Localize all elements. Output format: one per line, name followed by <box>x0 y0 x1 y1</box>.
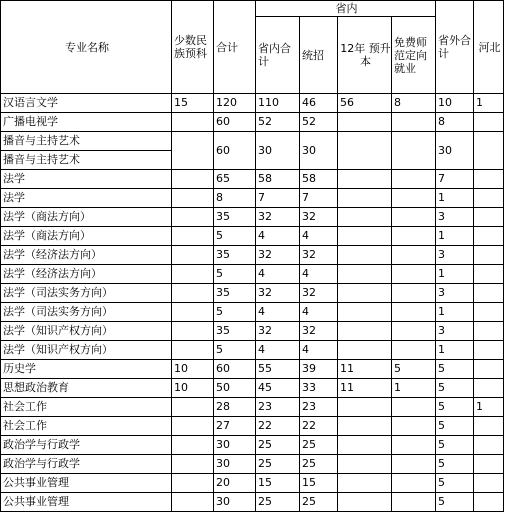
cell-major: 历史学 <box>1 360 172 379</box>
cell-free-teacher <box>392 436 436 455</box>
cell-hebei <box>474 189 504 208</box>
cell-upgrade <box>338 170 392 189</box>
cell-free-teacher: 5 <box>392 360 436 379</box>
cell-upgrade <box>338 474 392 493</box>
cell-minority <box>172 493 214 512</box>
cell-total: 50 <box>214 379 256 398</box>
cell-major: 法学（知识产权方向） <box>1 322 172 341</box>
cell-major: 法学（商法方向） <box>1 208 172 227</box>
table-row <box>1 189 504 208</box>
cell-minority <box>172 436 214 455</box>
cell-total: 60 <box>214 113 256 132</box>
table-row <box>1 493 504 512</box>
table-row <box>1 113 504 132</box>
cell-major: 法学（经济法方向） <box>1 246 172 265</box>
cell-upgrade <box>338 227 392 246</box>
cell-hebei <box>474 379 504 398</box>
header-out-total: 省外合计 <box>436 1 474 94</box>
cell-upgrade <box>338 189 392 208</box>
header-upgrade: 12年 预升本 <box>338 17 392 94</box>
cell-upgrade <box>338 113 392 132</box>
cell-major: 法学 <box>1 189 172 208</box>
cell-out-total: 5 <box>436 398 474 417</box>
cell-out-total: 30 <box>436 132 474 170</box>
cell-major: 广播电视学 <box>1 113 172 132</box>
cell-free-teacher <box>392 246 436 265</box>
cell-hebei <box>474 341 504 360</box>
cell-total: 8 <box>214 189 256 208</box>
cell-out-total: 1 <box>436 227 474 246</box>
cell-total: 5 <box>214 303 256 322</box>
cell-upgrade: 56 <box>338 94 392 113</box>
cell-in-total: 25 <box>256 436 300 455</box>
cell-free-teacher <box>392 398 436 417</box>
table-row <box>1 379 504 398</box>
table-row <box>1 360 504 379</box>
cell-hebei <box>474 322 504 341</box>
cell-minority <box>172 246 214 265</box>
cell-free-teacher <box>392 132 436 170</box>
cell-free-teacher <box>392 341 436 360</box>
cell-out-total: 1 <box>436 303 474 322</box>
cell-upgrade <box>338 436 392 455</box>
cell-free-teacher <box>392 417 436 436</box>
header-hebei: 河北 <box>474 1 504 94</box>
cell-in-total: 4 <box>256 227 300 246</box>
table-row <box>1 227 504 246</box>
cell-out-total: 3 <box>436 208 474 227</box>
cell-out-total: 5 <box>436 379 474 398</box>
cell-out-total: 5 <box>436 455 474 474</box>
cell-major: 社会工作 <box>1 398 172 417</box>
cell-hebei: 1 <box>474 94 504 113</box>
cell-unified: 7 <box>300 189 338 208</box>
cell-hebei: 1 <box>474 398 504 417</box>
cell-free-teacher: 8 <box>392 94 436 113</box>
cell-unified: 15 <box>300 474 338 493</box>
cell-unified: 52 <box>300 113 338 132</box>
cell-total: 120 <box>214 94 256 113</box>
cell-unified: 4 <box>300 227 338 246</box>
table-row <box>1 417 504 436</box>
cell-unified: 25 <box>300 493 338 512</box>
cell-in-total: 7 <box>256 189 300 208</box>
cell-upgrade <box>338 132 392 170</box>
cell-in-total: 52 <box>256 113 300 132</box>
cell-minority <box>172 113 214 132</box>
cell-hebei <box>474 246 504 265</box>
cell-minority <box>172 303 214 322</box>
cell-free-teacher <box>392 170 436 189</box>
cell-minority <box>172 474 214 493</box>
cell-upgrade <box>338 493 392 512</box>
table-row <box>1 246 504 265</box>
cell-unified: 32 <box>300 284 338 303</box>
cell-total: 30 <box>214 455 256 474</box>
cell-in-total: 45 <box>256 379 300 398</box>
cell-hebei <box>474 417 504 436</box>
cell-minority <box>172 170 214 189</box>
cell-out-total: 5 <box>436 360 474 379</box>
cell-hebei <box>474 284 504 303</box>
cell-major: 法学（司法实务方向） <box>1 284 172 303</box>
cell-minority <box>172 398 214 417</box>
cell-out-total: 5 <box>436 436 474 455</box>
header-total: 合计 <box>214 1 256 94</box>
cell-upgrade <box>338 341 392 360</box>
cell-in-total: 22 <box>256 417 300 436</box>
cell-out-total: 1 <box>436 265 474 284</box>
cell-total: 60 <box>214 360 256 379</box>
cell-out-total: 10 <box>436 94 474 113</box>
cell-hebei <box>474 170 504 189</box>
table-row <box>1 284 504 303</box>
header-minority: 少数民族预科 <box>172 1 214 94</box>
cell-unified: 32 <box>300 246 338 265</box>
cell-in-total: 23 <box>256 398 300 417</box>
cell-free-teacher <box>392 455 436 474</box>
cell-minority <box>172 341 214 360</box>
cell-in-total: 4 <box>256 341 300 360</box>
cell-major: 社会工作 <box>1 417 172 436</box>
cell-total: 5 <box>214 265 256 284</box>
cell-upgrade <box>338 208 392 227</box>
cell-in-total: 32 <box>256 208 300 227</box>
cell-hebei <box>474 208 504 227</box>
cell-in-total: 4 <box>256 265 300 284</box>
cell-hebei <box>474 474 504 493</box>
cell-major: 播音与主持艺术 <box>1 132 172 151</box>
cell-unified: 58 <box>300 170 338 189</box>
cell-minority: 10 <box>172 360 214 379</box>
header-in-province: 省内 <box>256 1 436 17</box>
cell-upgrade <box>338 284 392 303</box>
cell-unified: 25 <box>300 455 338 474</box>
cell-total: 35 <box>214 322 256 341</box>
cell-minority <box>172 455 214 474</box>
cell-unified: 25 <box>300 436 338 455</box>
table-row <box>1 436 504 455</box>
cell-hebei <box>474 303 504 322</box>
cell-hebei <box>474 265 504 284</box>
cell-free-teacher: 1 <box>392 379 436 398</box>
cell-hebei <box>474 113 504 132</box>
cell-minority: 10 <box>172 379 214 398</box>
cell-unified: 4 <box>300 341 338 360</box>
cell-in-total: 55 <box>256 360 300 379</box>
cell-out-total: 5 <box>436 474 474 493</box>
cell-free-teacher <box>392 284 436 303</box>
cell-in-total: 30 <box>256 132 300 170</box>
cell-major: 思想政治教育 <box>1 379 172 398</box>
cell-hebei <box>474 436 504 455</box>
table-row <box>1 398 504 417</box>
cell-hebei <box>474 360 504 379</box>
cell-hebei <box>474 455 504 474</box>
cell-out-total: 1 <box>436 341 474 360</box>
cell-in-total: 32 <box>256 284 300 303</box>
header-in-total: 省内合计 <box>256 17 300 94</box>
cell-total: 35 <box>214 284 256 303</box>
table-row <box>1 132 504 151</box>
cell-unified: 4 <box>300 265 338 284</box>
cell-total: 60 <box>214 132 256 170</box>
cell-unified: 32 <box>300 322 338 341</box>
cell-total: 20 <box>214 474 256 493</box>
cell-in-total: 32 <box>256 246 300 265</box>
cell-hebei <box>474 227 504 246</box>
cell-total: 5 <box>214 227 256 246</box>
cell-out-total: 5 <box>436 493 474 512</box>
cell-unified: 46 <box>300 94 338 113</box>
cell-minority <box>172 417 214 436</box>
cell-minority <box>172 227 214 246</box>
cell-unified: 33 <box>300 379 338 398</box>
table-row <box>1 455 504 474</box>
cell-in-total: 110 <box>256 94 300 113</box>
cell-minority: 15 <box>172 94 214 113</box>
cell-major: 公共事业管理 <box>1 493 172 512</box>
table-row <box>1 303 504 322</box>
cell-major: 政治学与行政学 <box>1 455 172 474</box>
cell-major: 法学（经济法方向） <box>1 265 172 284</box>
table-row <box>1 170 504 189</box>
cell-major: 法学 <box>1 170 172 189</box>
cell-total: 65 <box>214 170 256 189</box>
cell-out-total: 1 <box>436 189 474 208</box>
cell-minority <box>172 265 214 284</box>
table-row <box>1 265 504 284</box>
cell-out-total: 3 <box>436 284 474 303</box>
cell-upgrade <box>338 322 392 341</box>
table-row <box>1 341 504 360</box>
cell-free-teacher <box>392 113 436 132</box>
cell-total: 30 <box>214 436 256 455</box>
cell-upgrade <box>338 303 392 322</box>
cell-total: 27 <box>214 417 256 436</box>
cell-upgrade <box>338 398 392 417</box>
cell-minority <box>172 322 214 341</box>
cell-minority <box>172 284 214 303</box>
header-row-top <box>1 1 504 17</box>
cell-total: 5 <box>214 341 256 360</box>
cell-in-total: 15 <box>256 474 300 493</box>
cell-free-teacher <box>392 474 436 493</box>
cell-unified: 30 <box>300 132 338 170</box>
cell-hebei <box>474 493 504 512</box>
cell-free-teacher <box>392 493 436 512</box>
cell-free-teacher <box>392 265 436 284</box>
cell-in-total: 32 <box>256 322 300 341</box>
cell-unified: 4 <box>300 303 338 322</box>
table-row <box>1 94 504 113</box>
cell-hebei <box>474 132 504 170</box>
cell-free-teacher <box>392 322 436 341</box>
cell-total: 35 <box>214 208 256 227</box>
cell-major: 汉语言文学 <box>1 94 172 113</box>
cell-free-teacher <box>392 303 436 322</box>
cell-upgrade <box>338 455 392 474</box>
header-free-teacher: 免费师范定向就业 <box>392 17 436 94</box>
cell-major: 法学（商法方向） <box>1 227 172 246</box>
cell-minority <box>172 132 214 170</box>
cell-free-teacher <box>392 189 436 208</box>
cell-free-teacher <box>392 208 436 227</box>
cell-major: 法学（司法实务方向） <box>1 303 172 322</box>
cell-out-total: 7 <box>436 170 474 189</box>
cell-minority <box>172 189 214 208</box>
cell-upgrade <box>338 246 392 265</box>
cell-out-total: 3 <box>436 322 474 341</box>
cell-unified: 23 <box>300 398 338 417</box>
cell-free-teacher <box>392 227 436 246</box>
cell-major: 法学（知识产权方向） <box>1 341 172 360</box>
cell-in-total: 25 <box>256 455 300 474</box>
cell-unified: 39 <box>300 360 338 379</box>
cell-out-total: 8 <box>436 113 474 132</box>
cell-total: 28 <box>214 398 256 417</box>
cell-major: 播音与主持艺术 <box>1 151 172 170</box>
cell-upgrade: 11 <box>338 379 392 398</box>
cell-in-total: 58 <box>256 170 300 189</box>
table-row <box>1 208 504 227</box>
cell-upgrade: 11 <box>338 360 392 379</box>
table-row <box>1 322 504 341</box>
cell-unified: 32 <box>300 208 338 227</box>
cell-in-total: 25 <box>256 493 300 512</box>
cell-unified: 22 <box>300 417 338 436</box>
cell-total: 30 <box>214 493 256 512</box>
cell-upgrade <box>338 417 392 436</box>
cell-major: 公共事业管理 <box>1 474 172 493</box>
cell-out-total: 5 <box>436 417 474 436</box>
cell-total: 35 <box>214 246 256 265</box>
header-major: 专业名称 <box>1 1 172 94</box>
header-unified: 统招 <box>300 17 338 94</box>
cell-upgrade <box>338 265 392 284</box>
table-row <box>1 474 504 493</box>
cell-minority <box>172 208 214 227</box>
cell-major: 政治学与行政学 <box>1 436 172 455</box>
cell-in-total: 4 <box>256 303 300 322</box>
cell-out-total: 3 <box>436 246 474 265</box>
